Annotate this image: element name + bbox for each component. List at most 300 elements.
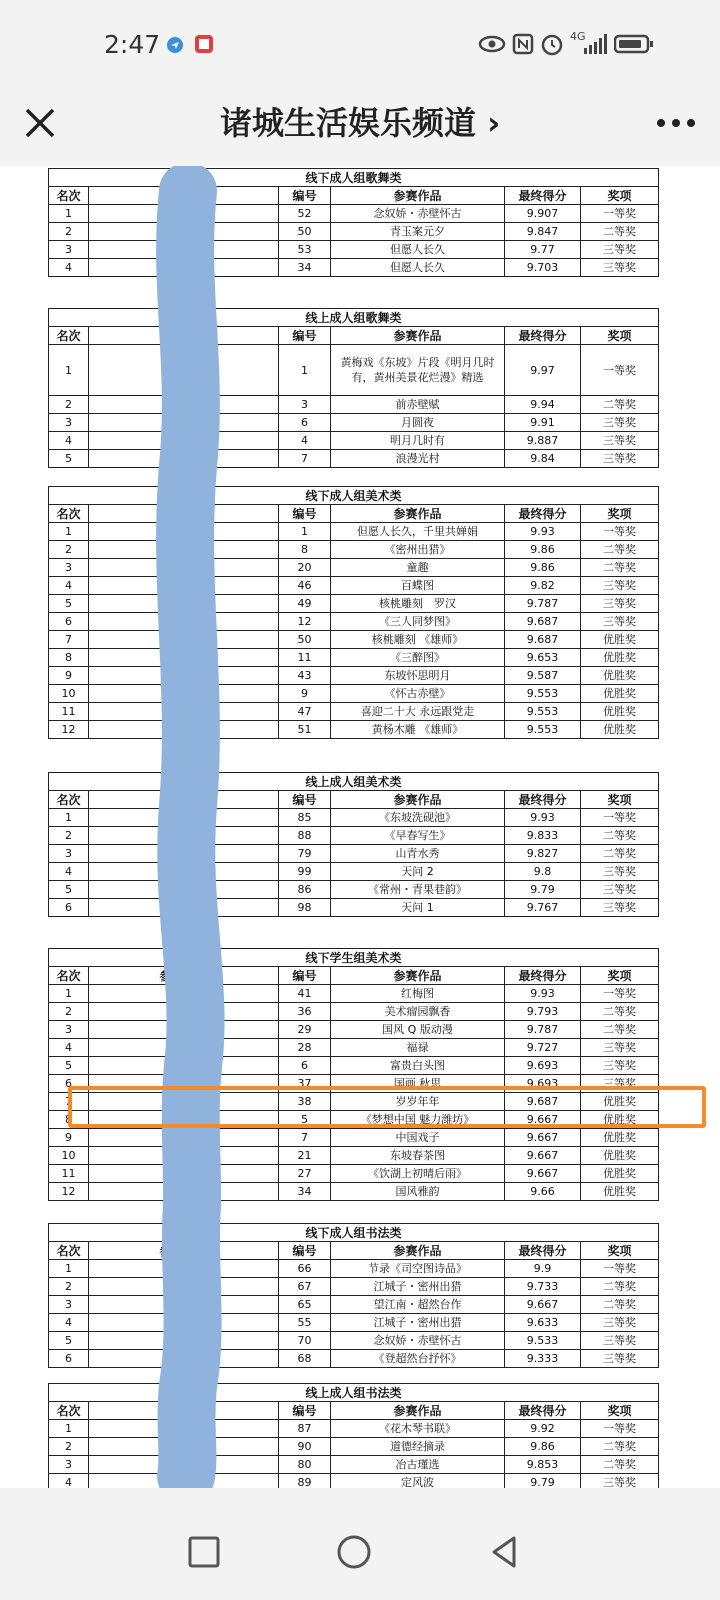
table-cell: 颖: [89, 1350, 279, 1368]
column-header: 最终得分: [505, 1242, 581, 1260]
table-cell: 3: [49, 241, 89, 259]
highlight-box: [68, 1086, 706, 1128]
column-header: 参赛姓名: [89, 967, 279, 985]
table-cell: [89, 721, 279, 739]
table-row: [49, 1350, 659, 1368]
table-cell: 53: [279, 241, 331, 259]
table-cell: 7: [49, 1093, 89, 1111]
table-cell: 9.827: [505, 845, 581, 863]
table-cell: 6: [49, 1075, 89, 1093]
table-cell: 34: [279, 1183, 331, 1201]
table-cell: 8: [49, 1111, 89, 1129]
table-cell: 刘霖霖: [89, 1057, 279, 1075]
table-row: [49, 345, 659, 396]
table-cell: 2: [49, 1278, 89, 1296]
table-row: [49, 1438, 659, 1456]
table-cell: 4: [49, 1039, 89, 1057]
results-table: [48, 1383, 659, 1488]
table-cell: 《花木琴书联》: [331, 1420, 505, 1438]
table-cell: 二等奖: [581, 1278, 659, 1296]
table-cell: 9.847: [505, 223, 581, 241]
table-cell: 8: [279, 541, 331, 559]
table-cell: 但愿人长久，千里共婵娟: [331, 523, 505, 541]
table-cell: 杨颖欣: [89, 1111, 279, 1129]
table-cell: [89, 667, 279, 685]
table-cell: 念奴娇・赤壁怀古: [331, 205, 505, 223]
table-cell: 9.633: [505, 1314, 581, 1332]
table-cell: 湖北: [89, 345, 279, 396]
column-header: 奖项: [581, 187, 659, 205]
column-header: 编号: [279, 187, 331, 205]
table-cell: 3: [49, 1296, 89, 1314]
table-cell: 二等奖: [581, 396, 659, 414]
table-cell: 9.787: [505, 1021, 581, 1039]
table-cell: 9.333: [505, 1350, 581, 1368]
results-table: [48, 772, 659, 917]
table-cell: 《三醉图》: [331, 649, 505, 667]
table-cell: 27: [279, 1165, 331, 1183]
table-row: [49, 881, 659, 899]
table-cell: 79: [279, 845, 331, 863]
table-cell: 《常州・青果巷韵》: [331, 881, 505, 899]
table-row: [49, 577, 659, 595]
table-cell: 9.86: [505, 541, 581, 559]
table-cell: 9.79: [505, 1474, 581, 1489]
close-button[interactable]: [20, 100, 60, 140]
table-cell: 9.667: [505, 1147, 581, 1165]
battery-icon: [614, 34, 654, 54]
table-cell: 7: [279, 1129, 331, 1147]
table-cell: 念奴娇・赤壁怀古: [331, 1332, 505, 1350]
table-cell: 前赤壁赋: [331, 396, 505, 414]
table-cell: 望江南・超然台作: [331, 1296, 505, 1314]
table-row: [49, 1165, 659, 1183]
table-cell: 2: [49, 1438, 89, 1456]
table-cell: 87: [279, 1420, 331, 1438]
table-cell: 3: [49, 1456, 89, 1474]
table-cell: 9.77: [505, 241, 581, 259]
table-cell: 青: [89, 1278, 279, 1296]
table-cell: 9.587: [505, 667, 581, 685]
table-row: [49, 985, 659, 1003]
table-cell: 二等奖: [581, 223, 659, 241]
table-cell: 《三人同梦图》: [331, 613, 505, 631]
table-cell: 《早春写生》: [331, 827, 505, 845]
table-cell: 华: [89, 845, 279, 863]
table-cell: [89, 205, 279, 223]
table-caption: 线上成人组美术类: [49, 773, 659, 791]
column-header: 参赛作品: [331, 187, 505, 205]
table-cell: [89, 1039, 279, 1057]
table-cell: 9: [49, 667, 89, 685]
table-cell: 核桃雕刻 《雄师》: [331, 631, 505, 649]
table-cell: 5: [49, 1057, 89, 1075]
table-cell: 但愿人长久: [331, 241, 505, 259]
table-cell: 1: [279, 523, 331, 541]
table-cell: 2: [49, 396, 89, 414]
table-cell: 3: [49, 1021, 89, 1039]
table-cell: 9.693: [505, 1057, 581, 1075]
results-table: [48, 308, 659, 468]
table-cell: 三等奖: [581, 414, 659, 432]
table-row: [49, 1039, 659, 1057]
table-cell: 6: [279, 414, 331, 432]
home-button[interactable]: [334, 1532, 374, 1572]
table-cell: 优胜奖: [581, 1165, 659, 1183]
table-cell: [89, 577, 279, 595]
back-button[interactable]: [484, 1532, 524, 1572]
column-header: 奖项: [581, 327, 659, 345]
table-cell: 一等奖: [581, 523, 659, 541]
table-cell: 9.667: [505, 1296, 581, 1314]
recent-apps-button[interactable]: [184, 1532, 224, 1572]
column-header: 参赛作品: [331, 1402, 505, 1420]
table-cell: 江城子・密州出猎: [331, 1314, 505, 1332]
table-row: [49, 1314, 659, 1332]
column-header: 名次: [49, 791, 89, 809]
table-cell: 1: [49, 523, 89, 541]
document-view[interactable]: [0, 166, 720, 1488]
table-row: [49, 432, 659, 450]
table-row: [49, 649, 659, 667]
column-header: 奖项: [581, 1242, 659, 1260]
table-cell: 9.887: [505, 432, 581, 450]
table-row: [49, 845, 659, 863]
table-cell: 37: [279, 1075, 331, 1093]
table-cell: 9.853: [505, 1456, 581, 1474]
table-cell: 明月几时有: [331, 432, 505, 450]
table-cell: 月圆夜: [331, 414, 505, 432]
table-cell: 80: [279, 1456, 331, 1474]
table-cell: 1: [49, 1260, 89, 1278]
table-cell: 90: [279, 1438, 331, 1456]
table-cell: 二等奖: [581, 827, 659, 845]
table-cell: 三等奖: [581, 241, 659, 259]
column-header: 名次: [49, 1402, 89, 1420]
column-header: 参赛作品: [331, 967, 505, 985]
table-cell: 1: [49, 345, 89, 396]
table-cell: 但愿人长久: [331, 259, 505, 277]
column-header: 最终得分: [505, 187, 581, 205]
channel-title[interactable]: 诸城生活娱乐频道 ›: [220, 104, 501, 142]
column-header: 最终得分: [505, 505, 581, 523]
table-cell: 福: [89, 1260, 279, 1278]
table-cell: 三等奖: [581, 1474, 659, 1489]
table-row: [49, 613, 659, 631]
table-cell: 9.86: [505, 559, 581, 577]
table-cell: 二等奖: [581, 1296, 659, 1314]
table-cell: 张 华: [89, 541, 279, 559]
table-cell: 一等奖: [581, 809, 659, 827]
table-row: [49, 1296, 659, 1314]
table-row: [49, 1260, 659, 1278]
table-cell: 三等奖: [581, 613, 659, 631]
table-cell: 二等奖: [581, 541, 659, 559]
network-label: 4G: [570, 30, 586, 43]
status-time: 2:47: [104, 30, 161, 59]
table-cell: 苏: [89, 223, 279, 241]
table-cell: 51: [279, 721, 331, 739]
table-cell: 9.66: [505, 1183, 581, 1201]
table-cell: 三等奖: [581, 259, 659, 277]
table-cell: [89, 703, 279, 721]
column-header: 名次: [49, 187, 89, 205]
table-cell: 98: [279, 899, 331, 917]
table-cell: 9.92: [505, 1420, 581, 1438]
table-cell: 11: [279, 649, 331, 667]
table-cell: 一等奖: [581, 1420, 659, 1438]
column-header: 参赛作品: [331, 327, 505, 345]
table-cell: 4: [49, 259, 89, 277]
table-row: [49, 703, 659, 721]
table-cell: 一等奖: [581, 1260, 659, 1278]
table-cell: 东坡怀思明月: [331, 667, 505, 685]
table-cell: 65: [279, 1296, 331, 1314]
status-bar: [0, 0, 720, 88]
table-cell: 2: [49, 1003, 89, 1021]
table-cell: 50: [279, 223, 331, 241]
table-cell: 二等奖: [581, 1021, 659, 1039]
table-row: [49, 631, 659, 649]
table-cell: 红梅图: [331, 985, 505, 1003]
table-cell: 6: [49, 899, 89, 917]
table-cell: 旗: [89, 259, 279, 277]
column-header: 参赛姓名: [89, 791, 279, 809]
table-cell: 宗: [89, 863, 279, 881]
column-header: 奖项: [581, 967, 659, 985]
table-cell: 三等奖: [581, 1075, 659, 1093]
column-header: 编号: [279, 1242, 331, 1260]
table-cell: 5: [49, 881, 89, 899]
column-header: 最终得分: [505, 967, 581, 985]
table-cell: 王 鑫: [89, 613, 279, 631]
column-header: 名次: [49, 967, 89, 985]
table-cell: 9: [279, 685, 331, 703]
table-cell: 1: [49, 205, 89, 223]
table-cell: 二等奖: [581, 1438, 659, 1456]
table-cell: 4: [49, 432, 89, 450]
table-cell: 11: [49, 703, 89, 721]
table-cell: 亮: [89, 1314, 279, 1332]
table-cell: 9.9: [505, 1260, 581, 1278]
table-cell: 9.667: [505, 1111, 581, 1129]
table-cell: 福禄: [331, 1039, 505, 1057]
table-cell: 优胜奖: [581, 631, 659, 649]
table-caption: 线上成人组歌舞类: [49, 309, 659, 327]
table-cell: 《梦想中国 魅力潍坊》: [331, 1111, 505, 1129]
table-cell: 二等奖: [581, 1456, 659, 1474]
table-cell: 三等奖: [581, 1057, 659, 1075]
table-cell: 杨圣山: [89, 1474, 279, 1489]
table-cell: 9.787: [505, 595, 581, 613]
table-cell: 言: [89, 1332, 279, 1350]
table-cell: 9.687: [505, 631, 581, 649]
table-cell: 89: [279, 1474, 331, 1489]
table-cell: 55: [279, 1314, 331, 1332]
results-table: [48, 168, 659, 277]
column-header: 奖项: [581, 505, 659, 523]
table-cell: 羽: [89, 881, 279, 899]
column-header: 编号: [279, 967, 331, 985]
table-cell: 1: [279, 345, 331, 396]
table-cell: 49: [279, 595, 331, 613]
column-header: 奖项: [581, 791, 659, 809]
column-header: 最终得分: [505, 791, 581, 809]
table-cell: 天问 1: [331, 899, 505, 917]
table-cell: 三等奖: [581, 899, 659, 917]
table-cell: 三等奖: [581, 577, 659, 595]
table-cell: 8: [49, 649, 89, 667]
table-cell: 5: [49, 450, 89, 468]
results-table: [48, 1223, 659, 1368]
table-cell: 张 楝: [89, 685, 279, 703]
table-cell: 二等奖: [581, 559, 659, 577]
table-cell: 宗: [89, 899, 279, 917]
table-cell: 4: [49, 1474, 89, 1489]
table-cell: 优胜奖: [581, 1147, 659, 1165]
table-cell: 88: [279, 827, 331, 845]
table-cell: 优胜奖: [581, 1111, 659, 1129]
table-cell: 天问 2: [331, 863, 505, 881]
table-cell: 34: [279, 259, 331, 277]
table-cell: 《东坡洗砚池》: [331, 809, 505, 827]
table-cell: 9.687: [505, 613, 581, 631]
table-cell: 优胜奖: [581, 1093, 659, 1111]
table-row: [49, 205, 659, 223]
table-cell: 黄冈: [89, 396, 279, 414]
table-cell: 9.667: [505, 1165, 581, 1183]
table-cell: 节录《司空图诗品》: [331, 1260, 505, 1278]
table-row: [49, 1003, 659, 1021]
table-cell: 9.687: [505, 1093, 581, 1111]
table-cell: 中国戏子: [331, 1129, 505, 1147]
table-row: [49, 721, 659, 739]
table-caption: 线下成人组美术类: [49, 487, 659, 505]
table-cell: 9.833: [505, 827, 581, 845]
table-cell: 二等奖: [581, 1003, 659, 1021]
table-cell: [89, 1147, 279, 1165]
column-header: 参赛作品: [331, 791, 505, 809]
title-bar: [0, 88, 720, 166]
table-cell: 黄梅戏《东坡》片段《明月几时有，黄州美景花烂漫》精选: [331, 345, 505, 396]
column-header: 参赛作品: [331, 1242, 505, 1260]
table-cell: [89, 985, 279, 1003]
table-cell: 68: [279, 1350, 331, 1368]
column-header: 编号: [279, 505, 331, 523]
table-cell: 9.553: [505, 703, 581, 721]
table-row: [49, 1278, 659, 1296]
table-cell: 5: [49, 595, 89, 613]
table-cell: [89, 1021, 279, 1039]
table-cell: 9.97: [505, 345, 581, 396]
signal-icon: [584, 34, 608, 54]
table-row: [49, 450, 659, 468]
table-cell: 三等奖: [581, 1314, 659, 1332]
table-cell: 国风雅韵: [331, 1183, 505, 1201]
table-cell: 9.693: [505, 1075, 581, 1093]
table-cell: [89, 559, 279, 577]
table-cell: 1: [49, 809, 89, 827]
table-cell: 9.553: [505, 721, 581, 739]
table-cell: 9.533: [505, 1332, 581, 1350]
eye-icon: [478, 34, 506, 54]
table-cell: 9.703: [505, 259, 581, 277]
table-cell: 99: [279, 863, 331, 881]
table-cell: 4: [49, 1314, 89, 1332]
table-cell: 杨旭: [89, 1420, 279, 1438]
table-cell: 6: [49, 1350, 89, 1368]
table-cell: 国画 秋思: [331, 1075, 505, 1093]
table-cell: 9.86: [505, 1438, 581, 1456]
table-cell: 黄冈 校: [89, 432, 279, 450]
table-cell: 优胜奖: [581, 703, 659, 721]
table-row: [49, 1456, 659, 1474]
table-cell: 20: [279, 559, 331, 577]
table-cell: 富贵白头图: [331, 1057, 505, 1075]
table-row: [49, 899, 659, 917]
table-cell: 66: [279, 1260, 331, 1278]
app-notify-icon: [194, 34, 214, 54]
table-cell: 12: [49, 1183, 89, 1201]
table-row: [49, 1021, 659, 1039]
table-cell: 41: [279, 985, 331, 1003]
table-caption: 线上成人组书法类: [49, 1384, 659, 1402]
nav-bar: [0, 1508, 720, 1600]
table-cell: 敌: [89, 809, 279, 827]
alarm-icon: [540, 32, 564, 56]
table-cell: 47: [279, 703, 331, 721]
column-header: 最终得分: [505, 1402, 581, 1420]
table-cell: 童趣: [331, 559, 505, 577]
table-cell: 9.653: [505, 649, 581, 667]
table-cell: 5: [49, 1332, 89, 1350]
table-cell: 美术瘤园飘香: [331, 1003, 505, 1021]
table-cell: 2: [49, 223, 89, 241]
column-header: 编号: [279, 1402, 331, 1420]
table-cell: 山青水秀: [331, 845, 505, 863]
table-cell: 9.93: [505, 985, 581, 1003]
column-header: 参赛姓名: [89, 1242, 279, 1260]
table-cell: 张 彤: [89, 649, 279, 667]
table-cell: 优胜奖: [581, 685, 659, 703]
table-cell: 46: [279, 577, 331, 595]
table-cell: [89, 631, 279, 649]
table-row: [49, 809, 659, 827]
table-cell: 9.93: [505, 809, 581, 827]
column-header: 参赛姓名: [89, 327, 279, 345]
table-row: [49, 1057, 659, 1075]
table-cell: 儋州: [89, 414, 279, 432]
table-row: [49, 1420, 659, 1438]
table-cell: 9.733: [505, 1278, 581, 1296]
table-cell: 一等奖: [581, 345, 659, 396]
table-cell: 9.84: [505, 450, 581, 468]
more-button[interactable]: [656, 94, 696, 139]
column-header: 参赛姓名: [89, 505, 279, 523]
table-cell: 10: [49, 1147, 89, 1165]
location-icon: [166, 36, 184, 54]
column-header: 参赛姓名: [89, 1402, 279, 1420]
table-cell: 国风 Q 版动漫: [331, 1021, 505, 1039]
table-cell: 9: [49, 1129, 89, 1147]
table-cell: 4: [279, 432, 331, 450]
table-cell: 冶古瑾选: [331, 1456, 505, 1474]
results-table: [48, 948, 659, 1201]
table-cell: 刘俊昆: [89, 1456, 279, 1474]
table-cell: 12: [279, 613, 331, 631]
table-cell: 9.553: [505, 685, 581, 703]
table-cell: [89, 1183, 279, 1201]
